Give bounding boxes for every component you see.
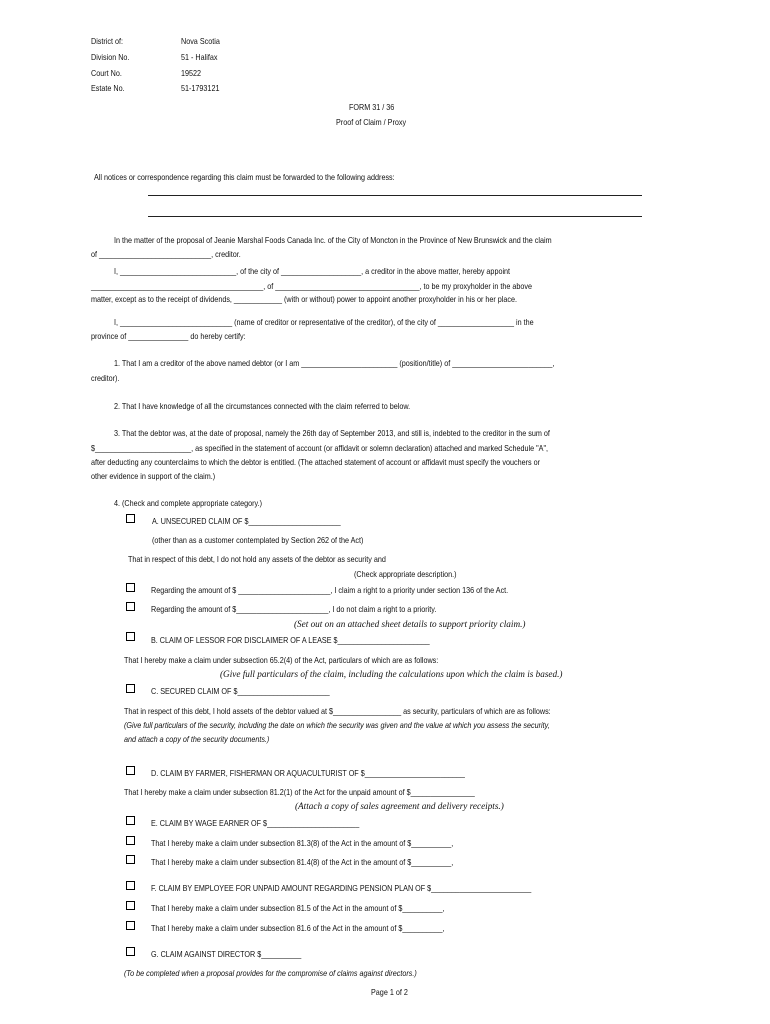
category-a-set-out: (Set out on an attached sheet details to support priority claim.) [294,619,526,629]
category-f-option-1: That I hereby make a claim under subsection 81.5 of the Act in the amount of $__________, [151,903,445,913]
checkbox-b[interactable] [126,632,135,641]
category-a-option-2: Regarding the amount of $_______________________, I do not claim a right to a priority. [151,604,437,614]
category-e-option-1: That I hereby make a claim under subsection 81.3(8) of the Act in the amount of $__________, [151,838,454,848]
matter-line-5: matter, except as to the receipt of dividends, ____________ (with or without) power to appoint another proxyholder in his or her place. [91,294,518,304]
category-d-note: (Attach a copy of sales agreement and delivery receipts.) [295,801,504,811]
item-1-line-2: creditor). [91,373,120,383]
category-f-option-2: That I hereby make a claim under subsection 81.6 of the Act in the amount of $__________, [151,923,445,933]
category-c-line-3: and attach a copy of the security documents.) [124,734,270,744]
category-g-note: (To be completed when a proposal provides for the compromise of claims against directors.) [124,968,417,978]
certify-line-1: I, ____________________________ (name of creditor or representative of the creditor), of the city of ___________________ in the [114,317,534,327]
form-number: FORM 31 / 36 [349,102,395,112]
page-number: Page 1 of 2 [371,987,408,997]
address-line-1[interactable] [148,195,642,196]
address-line-2[interactable] [148,216,642,217]
item-1-line-1: 1. That I am a creditor of the above named debtor (or I am ________________________ (position/title) of _________________________, [114,358,555,368]
item-3-line-1: 3. That the debtor was, at the date of proposal, namely the 26th day of September 2013, and still is, indebted to the creditor in the sum of [114,428,550,438]
checkbox-d[interactable] [126,766,135,775]
checkbox-a-priority[interactable] [126,583,135,592]
category-a-note: (other than as a customer contemplated by Section 262 of the Act) [152,535,364,545]
estate-value: 51-1793121 [181,83,220,93]
category-g-label: G. CLAIM AGAINST DIRECTOR $__________ [151,949,302,959]
checkbox-e[interactable] [126,816,135,825]
category-c-label: C. SECURED CLAIM OF $_______________________ [151,686,330,696]
item-2: 2. That I have knowledge of all the circumstances connected with the claim referred to below. [114,401,411,411]
court-value: 19522 [181,68,202,78]
division-label: Division No. [91,52,130,62]
checkbox-c[interactable] [126,684,135,693]
category-a-option-1: Regarding the amount of $ _______________________, I claim a right to a priority under section 136 of the Act. [151,585,509,595]
district-label: District of: [91,36,124,46]
checkbox-a-no-priority[interactable] [126,602,135,611]
item-4: 4. (Check and complete appropriate category.) [114,498,263,508]
item-3-line-2: $________________________, as specified in the statement of account (or affidavit or solemn declaration) attached and marked Schedule "A", [91,443,549,453]
category-a-label: A. UNSECURED CLAIM OF $_______________________ [152,516,341,526]
estate-label: Estate No. [91,83,125,93]
category-e-label: E. CLAIM BY WAGE EARNER OF $_______________________ [151,818,360,828]
checkbox-f-81-5[interactable] [126,901,135,910]
category-f-label: F. CLAIM BY EMPLOYEE FOR UNPAID AMOUNT REGARDING PENSION PLAN OF $_________________________ [151,883,532,893]
category-d-label: D. CLAIM BY FARMER, FISHERMAN OR AQUACULTURIST OF $_________________________ [151,768,465,778]
category-e-option-2: That I hereby make a claim under subsection 81.4(8) of the Act in the amount of $__________, [151,857,454,867]
checkbox-a[interactable] [126,514,135,523]
category-a-line: That in respect of this debt, I do not hold any assets of the debtor as security and [128,554,386,564]
checkbox-f-81-6[interactable] [126,921,135,930]
category-c-line-1: That in respect of this debt, I hold assets of the debtor valued at $_________________ as security, particulars of which are as follows: [124,706,551,716]
matter-line-2: of ____________________________, creditor. [91,249,241,259]
checkbox-e-81-3[interactable] [126,836,135,845]
certify-line-2: province of _______________ do hereby certify: [91,331,246,341]
notices-text: All notices or correspondence regarding this claim must be forwarded to the following address: [94,172,395,182]
category-c-line-2: (Give full particulars of the security, including the date on which the security was given and the value at which you assess the security, [124,720,550,730]
district-value: Nova Scotia [181,36,220,46]
item-3-line-4: other evidence in support of the claim.) [91,471,216,481]
checkbox-g[interactable] [126,947,135,956]
division-value: 51 - Halifax [181,52,218,62]
matter-line-1: In the matter of the proposal of Jeanie Marshal Foods Canada Inc. of the City of Moncton in the Province of New Brunswick and the claim [114,235,552,245]
checkbox-e-81-4[interactable] [126,855,135,864]
category-d-line: That I hereby make a claim under subsection 81.2(1) of the Act for the unpaid amount of $________________ [124,787,475,797]
category-b-label: B. CLAIM OF LESSOR FOR DISCLAIMER OF A LEASE $_______________________ [151,635,430,645]
item-3-line-3: after deducting any counterclaims to which the debtor is entitled. (The attached statement of account or affidavit must specify the vouchers or [91,457,541,467]
matter-line-3: I, _____________________________, of the city of ____________________, a creditor in the above matter, hereby appoint [114,266,511,276]
matter-line-4: ___________________________________________, of ____________________________________, to be my proxyholder in the above [91,281,532,291]
category-b-note: (Give full particulars of the claim, including the calculations upon which the claim is based.) [220,669,563,679]
court-label: Court No. [91,68,122,78]
form-title: Proof of Claim / Proxy [336,117,407,127]
checkbox-f[interactable] [126,881,135,890]
category-a-check: (Check appropriate description.) [354,569,457,579]
category-b-line: That I hereby make a claim under subsection 65.2(4) of the Act, particulars of which are as follows: [124,655,439,665]
